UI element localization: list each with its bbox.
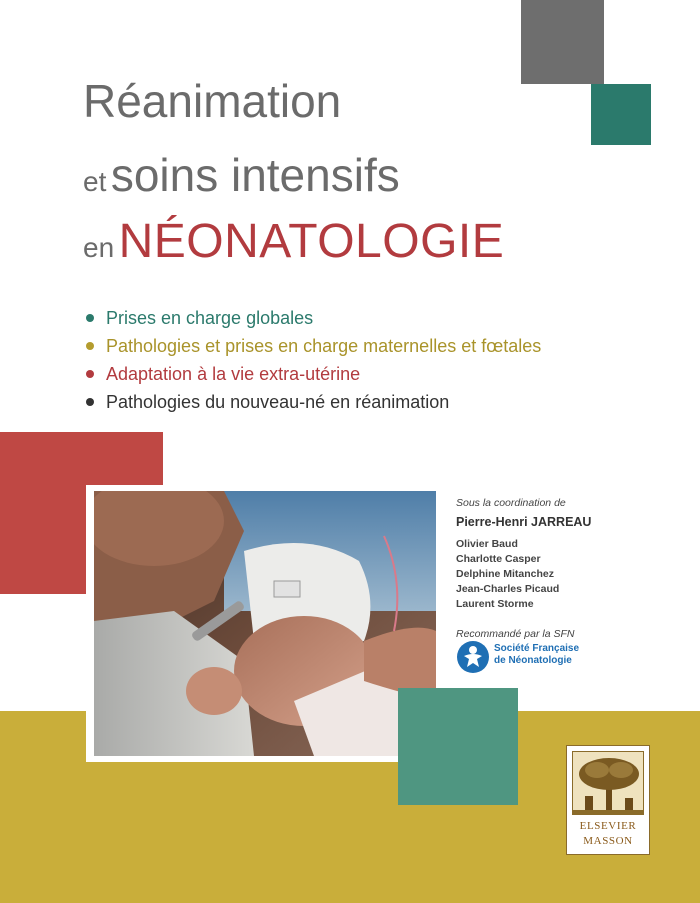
bullet-dot-icon	[86, 314, 94, 322]
green-decor-square	[398, 688, 518, 805]
gray-decor-square	[521, 0, 604, 84]
topic-item	[86, 388, 541, 416]
cover-photo	[94, 491, 436, 756]
title-line-2	[83, 149, 400, 201]
sfn-logo	[456, 640, 606, 676]
topic-text: Pathologies du nouveau-né en réanimation	[106, 392, 450, 412]
baby-figure-icon	[456, 640, 490, 674]
title-line-2-prefix: et	[83, 166, 107, 197]
credits	[456, 497, 686, 640]
publisher-line-2: MASSON	[583, 835, 633, 847]
recommended-label: Recommandé par la SFN	[456, 628, 575, 640]
publisher-logo	[566, 745, 650, 855]
title-line-3	[83, 215, 505, 268]
cover-photo-frame	[86, 485, 444, 762]
topic-text: Prises en charge globales	[106, 308, 314, 328]
topic-item	[86, 304, 541, 332]
publisher-line-1: ELSEVIER	[579, 820, 637, 832]
topics-list	[86, 304, 541, 416]
title-line-2-main: soins intensifs	[110, 149, 400, 201]
author-name: Jean-Charles Picaud	[456, 583, 560, 595]
author-name: Delphine Mitanchez	[456, 568, 555, 580]
elsevier-tree-icon	[572, 751, 644, 815]
sfn-name	[494, 643, 579, 667]
sfn-line-2: de Néonatologie	[494, 655, 572, 666]
author-name: Laurent Storme	[456, 598, 534, 610]
coordinator-name: Pierre-Henri JARREAU	[456, 515, 592, 529]
author-name: Olivier Baud	[456, 538, 518, 550]
bullet-dot-icon	[86, 398, 94, 406]
title-line-3-main: NÉONATOLOGIE	[118, 215, 505, 268]
newborn-photo-illustration	[94, 491, 436, 756]
bullet-dot-icon	[86, 370, 94, 378]
topic-text: Pathologies et prises en charge maternelles et fœtales	[106, 336, 542, 356]
coordination-label: Sous la coordination de	[456, 497, 566, 509]
topic-text: Adaptation à la vie extra-utérine	[106, 364, 361, 384]
topic-item	[86, 360, 541, 388]
author-name: Charlotte Casper	[456, 553, 541, 565]
title-line-1: Réanimation	[83, 75, 342, 127]
topic-item	[86, 332, 541, 360]
sfn-line-1: Société Française	[494, 643, 580, 654]
teal-decor-square	[591, 84, 651, 145]
bullet-dot-icon	[86, 342, 94, 350]
title-line-3-prefix: en	[83, 232, 115, 263]
